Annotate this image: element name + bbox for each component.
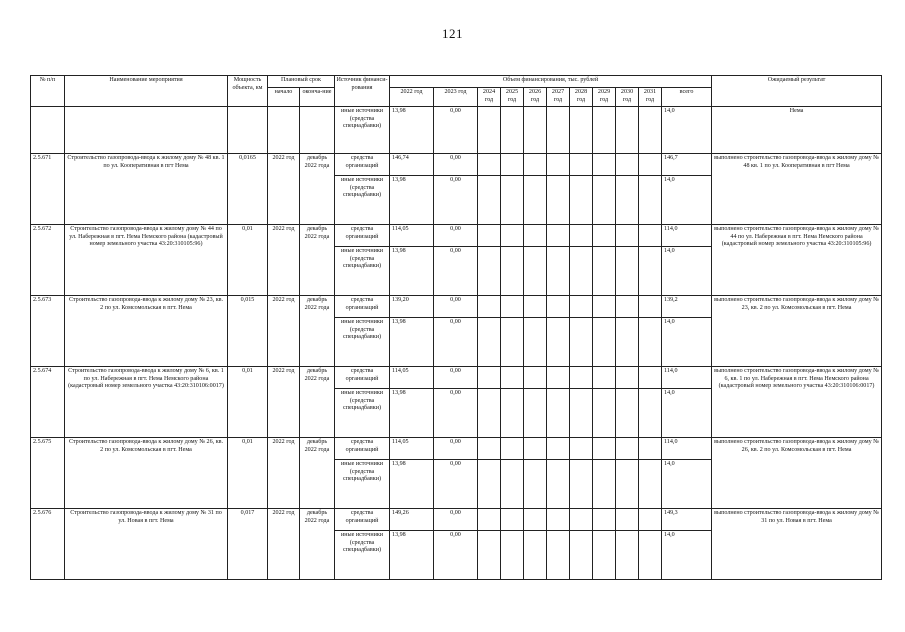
cell-other-2029 bbox=[593, 247, 616, 296]
cell-end: декабрь 2022 года bbox=[300, 154, 335, 225]
cell-own-2030 bbox=[616, 296, 639, 318]
cell-own-2027 bbox=[547, 367, 570, 389]
cell-other-2031 bbox=[639, 318, 662, 367]
cell-own-2025 bbox=[501, 438, 524, 460]
cell-own-2023: 0,00 bbox=[434, 296, 478, 318]
header-start: начало bbox=[268, 88, 300, 107]
cell-own-2024 bbox=[478, 509, 501, 531]
cell-other-2027 bbox=[547, 176, 570, 225]
cell-other-2030 bbox=[616, 389, 639, 438]
cell-own-2026 bbox=[524, 509, 547, 531]
cell-own-2028 bbox=[570, 225, 593, 247]
cell-own-2023: 0,00 bbox=[434, 154, 478, 176]
cell-own-2029 bbox=[593, 367, 616, 389]
cell-own-2026 bbox=[524, 438, 547, 460]
cell-other-2029 bbox=[593, 531, 616, 580]
table-row bbox=[31, 154, 882, 176]
cell-capacity: 0,017 bbox=[228, 509, 268, 580]
cell-own-2024 bbox=[478, 154, 501, 176]
header-row-1 bbox=[31, 76, 882, 88]
cell-source-own: средства организаций bbox=[335, 438, 390, 460]
cell-other-2023: 0,00 bbox=[434, 531, 478, 580]
cell-own-2025 bbox=[501, 367, 524, 389]
cell-own-2030 bbox=[616, 509, 639, 531]
cell-own-2027 bbox=[547, 225, 570, 247]
cell-capacity: 0,0165 bbox=[228, 154, 268, 225]
cell-other-2030 bbox=[616, 460, 639, 509]
cell-own-2024 bbox=[478, 225, 501, 247]
cell-other-2022: 13,98 bbox=[390, 176, 434, 225]
cell-other-2027 bbox=[547, 460, 570, 509]
cell-result: выполнено строительство газопровода-ввода к жилому дому № 31 по ул. Новая в пгт. Нема bbox=[712, 509, 882, 580]
cell-other-2028 bbox=[570, 247, 593, 296]
cell-own-2030 bbox=[616, 225, 639, 247]
header-end: оконча-ние bbox=[300, 88, 335, 107]
cell-other-2023: 0,00 bbox=[434, 460, 478, 509]
cell-2029 bbox=[593, 107, 616, 154]
cell-2023: 0,00 bbox=[434, 107, 478, 154]
cell-other-2023: 0,00 bbox=[434, 318, 478, 367]
cell-own-total: 114,0 bbox=[662, 367, 712, 389]
cell-own-2022: 114,05 bbox=[390, 438, 434, 460]
cell-own-2027 bbox=[547, 154, 570, 176]
cell-capacity bbox=[228, 107, 268, 154]
header-year-2028: 2028 год bbox=[570, 88, 593, 107]
cell-own-total: 114,0 bbox=[662, 438, 712, 460]
cell-other-total: 14,0 bbox=[662, 389, 712, 438]
cell-end: декабрь 2022 года bbox=[300, 225, 335, 296]
cell-result: выполнено строительство газопровода-ввода к жилому дому № 44 по ул. Набережная в пгт. Нема Немского района (кадастровый номер земельного участка 43:20:310105:96) bbox=[712, 225, 882, 296]
cell-own-2025 bbox=[501, 296, 524, 318]
cell-own-2026 bbox=[524, 154, 547, 176]
cell-capacity: 0,01 bbox=[228, 367, 268, 438]
cell-name: Строительство газопровода-ввода к жилому дому № 44 по ул. Набережная в пгт. Нема Немского района (кадастровый номер земельного участка 43:20:310105:96) bbox=[65, 225, 228, 296]
cell-own-2022: 149,26 bbox=[390, 509, 434, 531]
header-plan-term: Плановый срок bbox=[268, 76, 335, 88]
cell-start bbox=[268, 107, 300, 154]
cell-other-2026 bbox=[524, 247, 547, 296]
cell-end: декабрь 2022 года bbox=[300, 296, 335, 367]
cell-other-2024 bbox=[478, 389, 501, 438]
cell-name: Строительство газопровода-ввода к жилому дому № 48 кв. 1 по ул. Кооперативная в пгт Нема bbox=[65, 154, 228, 225]
table-row bbox=[31, 438, 882, 460]
cell-own-2028 bbox=[570, 509, 593, 531]
cell-capacity: 0,015 bbox=[228, 296, 268, 367]
header-year-2026: 2026 год bbox=[524, 88, 547, 107]
cell-other-2029 bbox=[593, 460, 616, 509]
cell-own-2030 bbox=[616, 367, 639, 389]
cell-other-2028 bbox=[570, 460, 593, 509]
cell-own-2031 bbox=[639, 367, 662, 389]
cell-source-other: иные источники (средства спецнадбавки) bbox=[335, 318, 390, 367]
cell-own-2031 bbox=[639, 296, 662, 318]
cell-own-2023: 0,00 bbox=[434, 367, 478, 389]
cell-source-own: средства организаций bbox=[335, 509, 390, 531]
cell-other-2026 bbox=[524, 389, 547, 438]
cell-own-total: 149,3 bbox=[662, 509, 712, 531]
cell-own-total: 114,0 bbox=[662, 225, 712, 247]
cell-other-2028 bbox=[570, 531, 593, 580]
cell-source-other: иные источники (средства спецнадбавки) bbox=[335, 389, 390, 438]
cell-other-total: 14,0 bbox=[662, 318, 712, 367]
cell-other-2024 bbox=[478, 460, 501, 509]
cell-own-2024 bbox=[478, 438, 501, 460]
cell-other-2025 bbox=[501, 460, 524, 509]
header-year-2025: 2025 год bbox=[501, 88, 524, 107]
cell-own-2023: 0,00 bbox=[434, 438, 478, 460]
cell-own-2023: 0,00 bbox=[434, 225, 478, 247]
cell-other-2023: 0,00 bbox=[434, 247, 478, 296]
cell-other-2022: 13,98 bbox=[390, 460, 434, 509]
cell-start: 2022 год bbox=[268, 154, 300, 225]
cell-other-2029 bbox=[593, 389, 616, 438]
cell-other-2031 bbox=[639, 176, 662, 225]
cell-own-total: 146,7 bbox=[662, 154, 712, 176]
cell-other-2028 bbox=[570, 176, 593, 225]
header-year-2024: 2024 год bbox=[478, 88, 501, 107]
cell-own-2022: 146,74 bbox=[390, 154, 434, 176]
cell-own-2028 bbox=[570, 367, 593, 389]
cell-own-2028 bbox=[570, 296, 593, 318]
cell-own-2027 bbox=[547, 438, 570, 460]
cell-other-2030 bbox=[616, 176, 639, 225]
cell-own-2024 bbox=[478, 367, 501, 389]
table-body bbox=[31, 107, 882, 580]
cell-other-2025 bbox=[501, 247, 524, 296]
header-year-2031: 2031 год bbox=[639, 88, 662, 107]
table-row bbox=[31, 367, 882, 389]
cell-result: Нема bbox=[712, 107, 882, 154]
cell-source-own: средства организаций bbox=[335, 225, 390, 247]
header-year-2023: 2023 год bbox=[434, 88, 478, 107]
cell-own-total: 139,2 bbox=[662, 296, 712, 318]
cell-other-2023: 0,00 bbox=[434, 389, 478, 438]
cell-other-2030 bbox=[616, 318, 639, 367]
cell-2030 bbox=[616, 107, 639, 154]
cell-total: 14,0 bbox=[662, 107, 712, 154]
header-year-2027: 2027 год bbox=[547, 88, 570, 107]
cell-end: декабрь 2022 года bbox=[300, 438, 335, 509]
cell-2024 bbox=[478, 107, 501, 154]
cell-other-2028 bbox=[570, 318, 593, 367]
cell-capacity: 0,01 bbox=[228, 225, 268, 296]
cell-2031 bbox=[639, 107, 662, 154]
cell-2027 bbox=[547, 107, 570, 154]
cell-own-2031 bbox=[639, 154, 662, 176]
header-year-2030: 2030 год bbox=[616, 88, 639, 107]
cell-own-2026 bbox=[524, 296, 547, 318]
cell-num: 2.5.673 bbox=[31, 296, 65, 367]
page-number: 121 bbox=[442, 26, 463, 41]
cell-other-2027 bbox=[547, 389, 570, 438]
cell-start: 2022 год bbox=[268, 225, 300, 296]
cell-own-2022: 114,05 bbox=[390, 225, 434, 247]
cell-start: 2022 год bbox=[268, 509, 300, 580]
cell-other-2022: 13,98 bbox=[390, 531, 434, 580]
cell-other-total: 14,0 bbox=[662, 247, 712, 296]
cell-own-2022: 114,05 bbox=[390, 367, 434, 389]
cell-result: выполнено строительство газопровода-ввода к жилому дому № 23, кв. 2 по ул. Комсомольская в пгт. Нема bbox=[712, 296, 882, 367]
cell-own-2025 bbox=[501, 509, 524, 531]
cell-other-total: 14,0 bbox=[662, 176, 712, 225]
cell-other-total: 14,0 bbox=[662, 531, 712, 580]
cell-result: выполнено строительство газопровода-ввода к жилому дому № 6, кв. 1 по ул. Набережная в пгт. Нема Немского района (кадастровый номер земельного участка 43:20:310106:0017) bbox=[712, 367, 882, 438]
cell-other-2024 bbox=[478, 531, 501, 580]
cell-own-2022: 139,20 bbox=[390, 296, 434, 318]
header-source: Источник финанси-рования bbox=[335, 76, 390, 107]
cell-2028 bbox=[570, 107, 593, 154]
header-year-2029: 2029 год bbox=[593, 88, 616, 107]
cell-other-2023: 0,00 bbox=[434, 176, 478, 225]
cell-other-2026 bbox=[524, 460, 547, 509]
table-row bbox=[31, 296, 882, 318]
cell-result: выполнено строительство газопровода-ввода к жилому дому № 26, кв. 2 по ул. Комсомольская в пгт. Нема bbox=[712, 438, 882, 509]
cell-other-2027 bbox=[547, 247, 570, 296]
cell-own-2029 bbox=[593, 296, 616, 318]
cell-other-2026 bbox=[524, 176, 547, 225]
cell-other-total: 14,0 bbox=[662, 460, 712, 509]
table-row-continuation bbox=[31, 107, 882, 154]
header-funding: Объем финансирования, тыс. рублей bbox=[390, 76, 712, 88]
cell-own-2031 bbox=[639, 225, 662, 247]
cell-own-2027 bbox=[547, 509, 570, 531]
cell-own-2028 bbox=[570, 438, 593, 460]
header-capacity: Мощность объекта, км bbox=[228, 76, 268, 107]
cell-own-2030 bbox=[616, 438, 639, 460]
cell-own-2031 bbox=[639, 438, 662, 460]
cell-other-2022: 13,98 bbox=[390, 318, 434, 367]
cell-end bbox=[300, 107, 335, 154]
table-row bbox=[31, 509, 882, 531]
cell-end: декабрь 2022 года bbox=[300, 367, 335, 438]
cell-other-2027 bbox=[547, 531, 570, 580]
cell-start: 2022 год bbox=[268, 296, 300, 367]
cell-num: 2.5.672 bbox=[31, 225, 65, 296]
cell-name: Строительство газопровода-ввода к жилому дому № 26, кв. 2 по ул. Комсомольская в пгт. Нема bbox=[65, 438, 228, 509]
cell-own-2026 bbox=[524, 367, 547, 389]
cell-source-other: иные источники (средства спецнадбавки) bbox=[335, 176, 390, 225]
cell-name: Строительство газопровода-ввода к жилому дому № 23, кв. 2 по ул. Комсомольская в пгт. Нема bbox=[65, 296, 228, 367]
header-result: Ожидаемый результат bbox=[712, 76, 882, 107]
cell-source-own: средства организаций bbox=[335, 154, 390, 176]
cell-source-other: иные источники (средства спецнадбавки) bbox=[335, 247, 390, 296]
cell-2025 bbox=[501, 107, 524, 154]
cell-other-2028 bbox=[570, 389, 593, 438]
cell-other-2024 bbox=[478, 318, 501, 367]
cell-2026 bbox=[524, 107, 547, 154]
cell-other-2025 bbox=[501, 176, 524, 225]
cell-other-2029 bbox=[593, 176, 616, 225]
cell-own-2024 bbox=[478, 296, 501, 318]
cell-start: 2022 год bbox=[268, 438, 300, 509]
cell-source-own: средства организаций bbox=[335, 367, 390, 389]
cell-other-2031 bbox=[639, 247, 662, 296]
header-total: всего bbox=[662, 88, 712, 107]
cell-num: 2.5.674 bbox=[31, 367, 65, 438]
cell-own-2023: 0,00 bbox=[434, 509, 478, 531]
cell-other-2030 bbox=[616, 531, 639, 580]
cell-name: Строительство газопровода-ввода к жилому дому № 31 по ул. Новая в пгт. Нема bbox=[65, 509, 228, 580]
cell-other-2025 bbox=[501, 318, 524, 367]
cell-own-2029 bbox=[593, 225, 616, 247]
cell-num: 2.5.676 bbox=[31, 509, 65, 580]
cell-num: 2.5.675 bbox=[31, 438, 65, 509]
cell-num bbox=[31, 107, 65, 154]
cell-own-2031 bbox=[639, 509, 662, 531]
cell-other-2031 bbox=[639, 531, 662, 580]
cell-end: декабрь 2022 года bbox=[300, 509, 335, 580]
cell-other-2024 bbox=[478, 176, 501, 225]
cell-other-2031 bbox=[639, 389, 662, 438]
cell-2022: 13,98 bbox=[390, 107, 434, 154]
cell-source-other: иные источники (средства спецнадбавки) bbox=[335, 531, 390, 580]
cell-name bbox=[65, 107, 228, 154]
cell-other-2030 bbox=[616, 247, 639, 296]
cell-source-other: иные источники (средства спецнадбавки) bbox=[335, 460, 390, 509]
table-row bbox=[31, 225, 882, 247]
cell-other-2026 bbox=[524, 318, 547, 367]
cell-other-2025 bbox=[501, 531, 524, 580]
funding-table bbox=[30, 75, 882, 580]
header-num: № п/п bbox=[31, 76, 65, 107]
cell-start: 2022 год bbox=[268, 367, 300, 438]
cell-capacity: 0,01 bbox=[228, 438, 268, 509]
cell-source-own: средства организаций bbox=[335, 296, 390, 318]
cell-other-2029 bbox=[593, 318, 616, 367]
cell-own-2028 bbox=[570, 154, 593, 176]
cell-other-2027 bbox=[547, 318, 570, 367]
cell-own-2025 bbox=[501, 154, 524, 176]
cell-other-2026 bbox=[524, 531, 547, 580]
cell-own-2030 bbox=[616, 154, 639, 176]
cell-other-2022: 13,98 bbox=[390, 247, 434, 296]
cell-own-2027 bbox=[547, 296, 570, 318]
cell-own-2029 bbox=[593, 154, 616, 176]
cell-num: 2.5.671 bbox=[31, 154, 65, 225]
header-name: Наименование мероприятия bbox=[65, 76, 228, 107]
cell-own-2026 bbox=[524, 225, 547, 247]
cell-own-2025 bbox=[501, 225, 524, 247]
cell-name: Строительство газопровода-ввода к жилому дому № 6, кв. 1 по ул. Набережная в пгт. Нема Немского района (кадастровый номер земельного участка 43:20:310106:0017) bbox=[65, 367, 228, 438]
cell-result: выполнено строительство газопровода-ввода к жилому дому № 48 кв. 1 по ул. Кооперативная в пгт Нема bbox=[712, 154, 882, 225]
cell-other-2025 bbox=[501, 389, 524, 438]
cell-other-2024 bbox=[478, 247, 501, 296]
cell-own-2029 bbox=[593, 509, 616, 531]
cell-other-2031 bbox=[639, 460, 662, 509]
cell-other-2022: 13,98 bbox=[390, 389, 434, 438]
cell-source: иные источники (средства спецнадбавки) bbox=[335, 107, 390, 154]
cell-own-2029 bbox=[593, 438, 616, 460]
header-year-2022: 2022 год bbox=[390, 88, 434, 107]
